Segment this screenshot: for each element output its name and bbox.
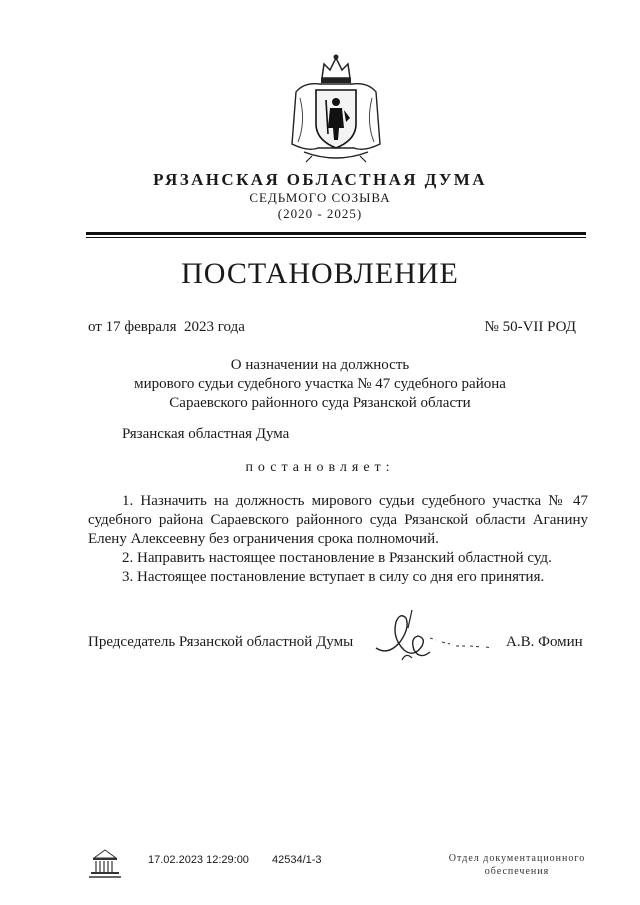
- document-date: от 17 февраля 2023 года: [88, 319, 245, 335]
- convocation: СЕДЬМОГО СОЗЫВА: [249, 190, 391, 205]
- signatory-role: Председатель Рязанской областной Думы: [88, 634, 354, 650]
- document-title: ПОСТАНОВЛЕНИЕ: [181, 257, 459, 290]
- registration-timestamp: 17.02.2023 12:29:00: [148, 854, 249, 866]
- signatory-name: А.В. Фомин: [506, 634, 583, 650]
- document-subject: [0, 356, 640, 413]
- handwritten-signature-icon: [370, 608, 500, 666]
- resolution-item: 1. Назначить на должность мирового судьи судебного участка № 47 судебного района Сараевского районного суда Рязанской области Аганину Елену Алексеевну без ограничения срока полномочий.: [88, 493, 588, 547]
- resolution-item: 3. Настоящее постановление вступает в силу со дня его принятия.: [122, 569, 545, 585]
- document-number: № 50-VII РОД: [484, 319, 576, 335]
- header-divider-thin: [86, 237, 586, 238]
- subject-line: Сараевского районного суда Рязанской области: [169, 395, 471, 411]
- ryazan-coat-of-arms-icon: [284, 52, 388, 164]
- department-stamp: [432, 852, 602, 878]
- resolution-item: 2. Направить настоящее постановление в Рязанский областной суд.: [122, 550, 552, 566]
- stamp-line: обеспечения: [484, 866, 550, 877]
- issuer: Рязанская областная Дума: [122, 426, 290, 442]
- duma-building-logo-icon: [86, 848, 124, 880]
- header-divider-thick: [86, 232, 586, 235]
- resolves-label: постановляет:: [245, 460, 395, 475]
- organization-name: РЯЗАНСКАЯ ОБЛАСТНАЯ ДУМА: [153, 170, 487, 189]
- subject-line: мирового судьи судебного участка № 47 судебного района: [134, 376, 506, 392]
- convocation-years: (2020 - 2025): [277, 206, 363, 221]
- resolution-items: [88, 492, 588, 587]
- subject-line: О назначении на должность: [230, 357, 410, 373]
- registration-code: 42534/1-3: [272, 854, 322, 866]
- stamp-line: Отдел документационного: [448, 853, 586, 864]
